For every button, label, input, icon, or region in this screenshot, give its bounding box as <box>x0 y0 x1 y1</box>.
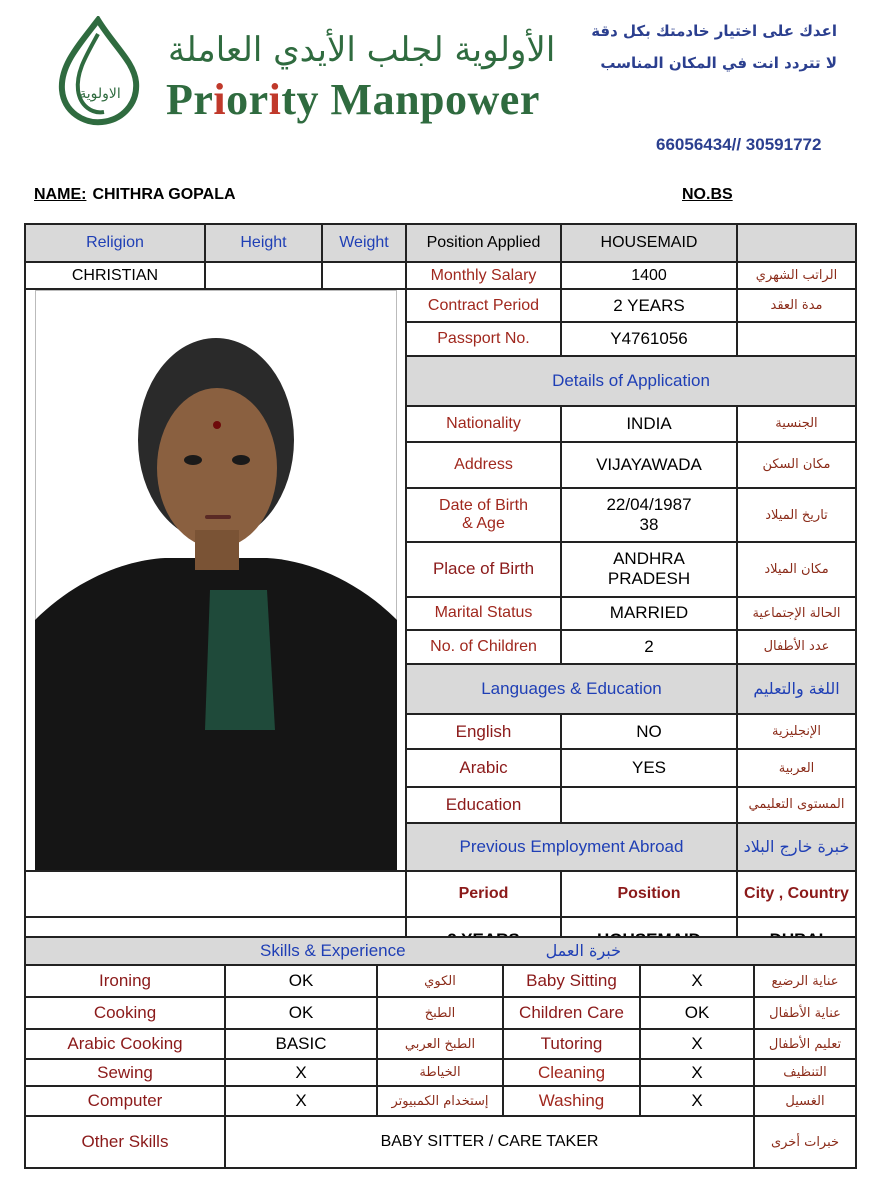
tagline-line-2: لا تتردد انت في المكان المناسب <box>600 54 837 72</box>
address-value: VIJAYAWADA <box>561 442 737 488</box>
skill-label: Washing <box>503 1086 640 1116</box>
details-section-header: Details of Application <box>406 356 856 406</box>
address-ar: مكان السكن <box>737 442 856 488</box>
religion-label: Religion <box>25 224 205 262</box>
skill-ar: إستخدام الكمبيوتر <box>377 1086 503 1116</box>
nationality-label: Nationality <box>406 406 561 442</box>
photo-bottom-spacer <box>25 871 406 917</box>
dob-value: 22/04/1987 38 <box>561 488 737 542</box>
children-value: 2 <box>561 630 737 663</box>
height-value <box>205 262 322 289</box>
other-skills-value: BABY SITTER / CARE TAKER <box>225 1116 754 1168</box>
skill-value: X <box>640 1059 754 1086</box>
children-ar: عدد الأطفال <box>737 630 856 663</box>
skill-value: OK <box>640 997 754 1029</box>
english-ar: الإنجليزية <box>737 714 856 750</box>
applicant-photo <box>35 290 397 870</box>
weight-value <box>322 262 406 289</box>
emp-col-position: Position <box>561 871 737 917</box>
languages-section-header-ar: اللغة والتعليم <box>737 664 856 714</box>
phone-numbers: 66056434// 30591772 <box>656 135 822 154</box>
photo-cell <box>25 289 406 871</box>
employment-section-header: Previous Employment Abroad <box>406 823 737 871</box>
pob-value: ANDHRA PRADESH <box>561 542 737 596</box>
passport-value: Y4761056 <box>561 322 737 355</box>
height-label: Height <box>205 224 322 262</box>
arabic-ar: العربية <box>737 749 856 787</box>
children-label: No. of Children <box>406 630 561 663</box>
contract-value: 2 YEARS <box>561 289 737 322</box>
skill-ar: الطبخ <box>377 997 503 1029</box>
skill-ar: الكوي <box>377 965 503 997</box>
arabic-label: Arabic <box>406 749 561 787</box>
other-skills-ar: خبرات أخرى <box>754 1116 856 1168</box>
weight-label: Weight <box>322 224 406 262</box>
other-skills-label: Other Skills <box>25 1116 225 1168</box>
dob-ar: تاريخ الميلاد <box>737 488 856 542</box>
svg-text:الاولوية: الاولوية <box>79 86 121 102</box>
emp-col-period: Period <box>406 871 561 917</box>
languages-section-header: Languages & Education <box>406 664 737 714</box>
position-applied-value: HOUSEMAID <box>561 224 737 262</box>
skill-ar: الخياطة <box>377 1059 503 1086</box>
skill-label: Sewing <box>25 1059 225 1086</box>
english-value: NO <box>561 714 737 750</box>
english-label: English <box>406 714 561 750</box>
applicant-name: NAME: CHITHRA GOPALA <box>34 186 236 203</box>
pob-ar: مكان الميلاد <box>737 542 856 596</box>
education-value <box>561 787 737 823</box>
skill-value: OK <box>225 965 377 997</box>
skill-label: Baby Sitting <box>503 965 640 997</box>
salary-label: Monthly Salary <box>406 262 561 289</box>
education-label: Education <box>406 787 561 823</box>
cv-main-table <box>24 223 857 964</box>
address-label: Address <box>406 442 561 488</box>
skill-value: OK <box>225 997 377 1029</box>
marital-label: Marital Status <box>406 597 561 630</box>
marital-ar: الحالة الإجتماعية <box>737 597 856 630</box>
employment-section-header-ar: خبرة خارج البلاد <box>737 823 856 871</box>
emp-col-city: City , Country <box>737 871 856 917</box>
religion-value: CHRISTIAN <box>25 262 205 289</box>
pob-label: Place of Birth <box>406 542 561 596</box>
skill-ar: الغسيل <box>754 1086 856 1116</box>
brand-name-arabic: الأولوية لجلب الأيدي العاملة <box>168 30 556 70</box>
skill-value: X <box>640 965 754 997</box>
contract-ar: مدة العقد <box>737 289 856 322</box>
position-applied-label: Position Applied <box>406 224 561 262</box>
skill-value: X <box>640 1029 754 1059</box>
skill-value: X <box>640 1086 754 1116</box>
skills-section-header: Skills & Experience خبرة العمل <box>25 937 856 965</box>
dob-label: Date of Birth & Age <box>406 488 561 542</box>
skill-label: Children Care <box>503 997 640 1029</box>
skill-value: X <box>225 1086 377 1116</box>
skill-value: BASIC <box>225 1029 377 1059</box>
skill-label: Ironing <box>25 965 225 997</box>
page-header <box>0 0 869 180</box>
skill-label: Arabic Cooking <box>25 1029 225 1059</box>
skill-label: Cooking <box>25 997 225 1029</box>
reference-number: NO.BS <box>682 186 733 203</box>
skill-ar: عناية الأطفال <box>754 997 856 1029</box>
salary-value: 1400 <box>561 262 737 289</box>
tagline-line-1: اعدك على اختيار خادمتك بكل دقة <box>591 22 837 40</box>
marital-value: MARRIED <box>561 597 737 630</box>
skill-ar: التنظيف <box>754 1059 856 1086</box>
nationality-ar: الجنسية <box>737 406 856 442</box>
skill-label: Cleaning <box>503 1059 640 1086</box>
passport-label: Passport No. <box>406 322 561 355</box>
salary-ar: الراتب الشهري <box>737 262 856 289</box>
brand-name-english: Priority Manpower <box>166 75 540 124</box>
nationality-value: INDIA <box>561 406 737 442</box>
skill-value: X <box>225 1059 377 1086</box>
skill-ar: عناية الرضيع <box>754 965 856 997</box>
arabic-value: YES <box>561 749 737 787</box>
skills-table <box>24 936 857 1169</box>
contract-label: Contract Period <box>406 289 561 322</box>
skill-ar: الطبخ العربي <box>377 1029 503 1059</box>
agency-emblem-logo <box>48 16 148 128</box>
education-ar: المستوى التعليمي <box>737 787 856 823</box>
skill-label: Tutoring <box>503 1029 640 1059</box>
skill-ar: تعليم الأطفال <box>754 1029 856 1059</box>
skill-label: Computer <box>25 1086 225 1116</box>
passport-ar <box>737 322 856 355</box>
position-ar-empty <box>737 224 856 262</box>
